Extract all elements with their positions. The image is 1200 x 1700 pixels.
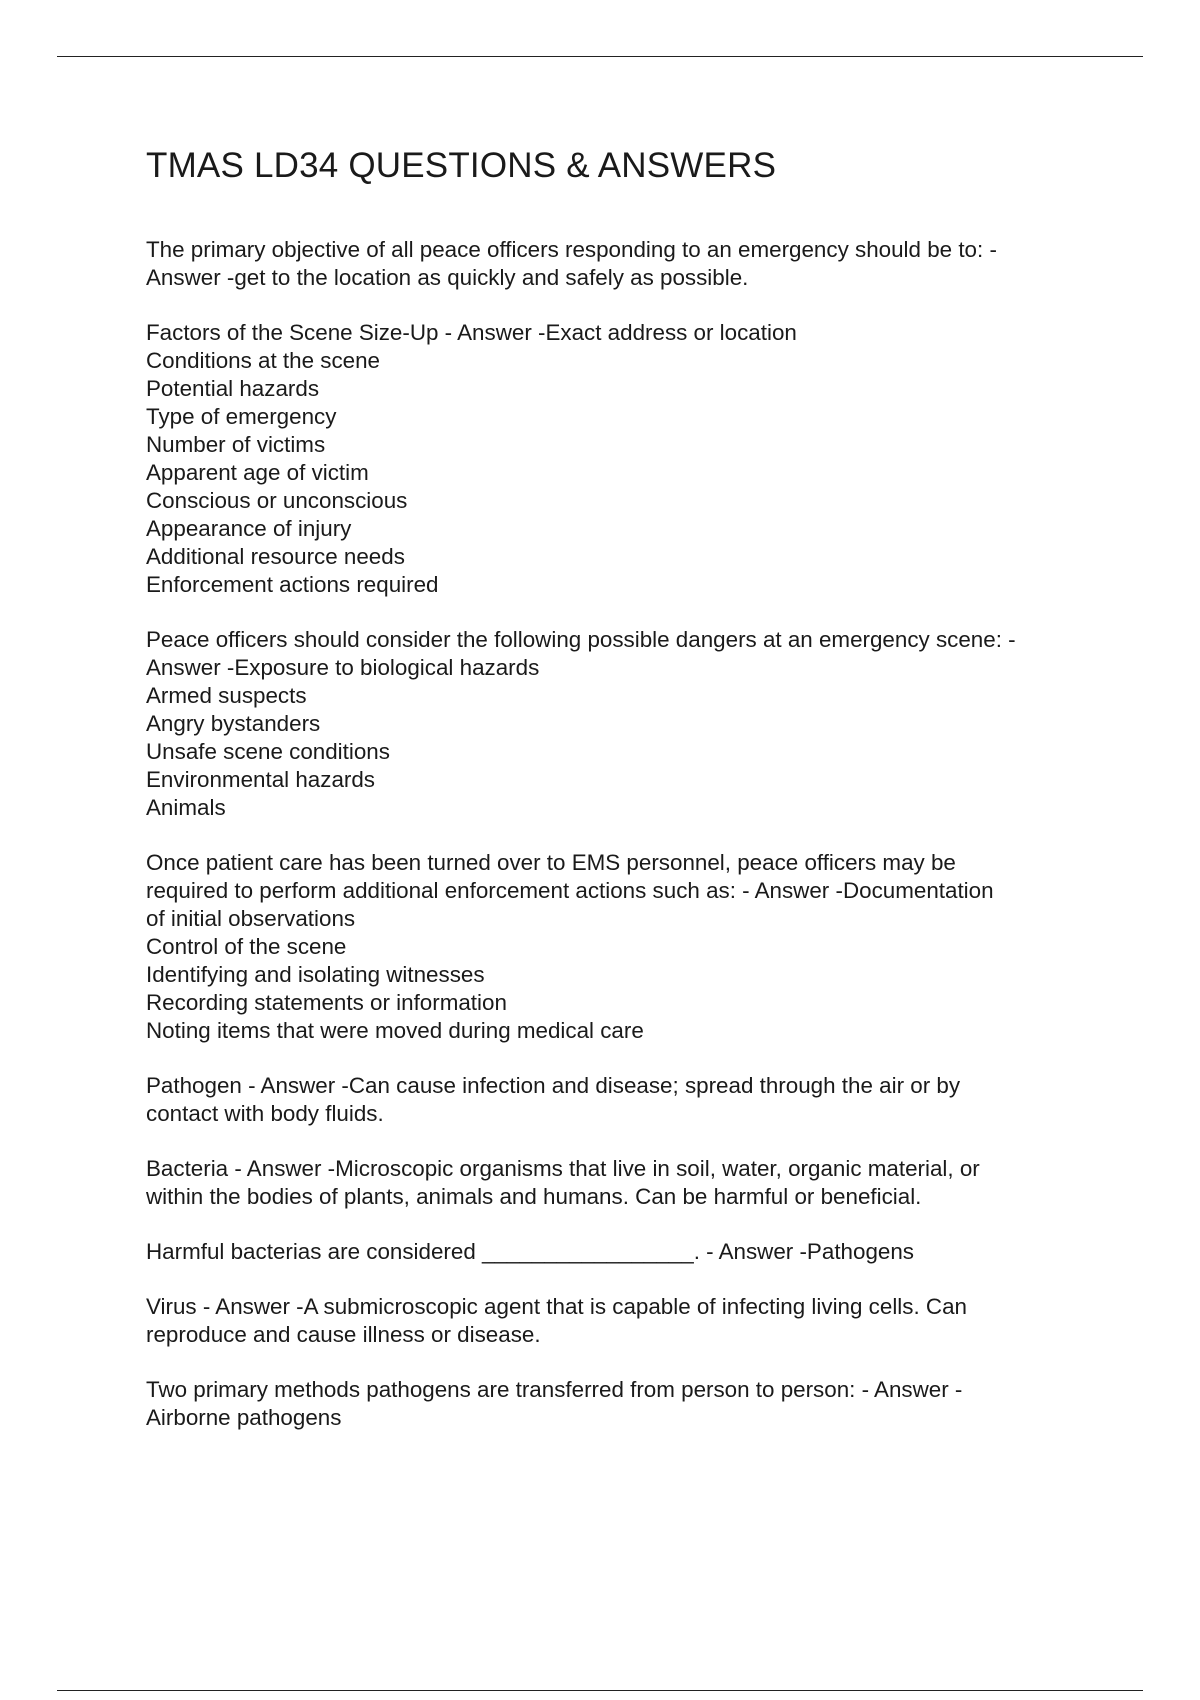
qa-line: Two primary methods pathogens are transferred from person to person: - Answer - — [146, 1377, 963, 1402]
qa-line: Unsafe scene conditions — [146, 739, 390, 764]
qa-entry — [146, 849, 1106, 1045]
qa-entry — [146, 319, 1106, 599]
qa-line: Enforcement actions required — [146, 572, 439, 597]
document-body — [146, 140, 1106, 1459]
qa-line: Armed suspects — [146, 683, 307, 708]
qa-entry — [146, 1155, 1106, 1211]
qa-line: Conscious or unconscious — [146, 488, 408, 513]
qa-line: Harmful bacterias are considered _________________. - Answer -Pathogens — [146, 1239, 914, 1264]
qa-line: Once patient care has been turned over to EMS personnel, peace officers may be — [146, 850, 956, 875]
qa-line: Answer -get to the location as quickly and safely as possible. — [146, 265, 749, 290]
qa-line: Conditions at the scene — [146, 348, 381, 373]
qa-line: Noting items that were moved during medical care — [146, 1018, 644, 1043]
qa-line: reproduce and cause illness or disease. — [146, 1322, 541, 1347]
qa-line: Potential hazards — [146, 376, 320, 401]
qa-line: Environmental hazards — [146, 767, 376, 792]
qa-line: Type of emergency — [146, 404, 337, 429]
qa-line: Airborne pathogens — [146, 1405, 342, 1430]
qa-line: Pathogen - Answer -Can cause infection and disease; spread through the air or by — [146, 1073, 961, 1098]
qa-line: within the bodies of plants, animals and humans. Can be harmful or beneficial. — [146, 1184, 922, 1209]
page-title: TMAS LD34 QUESTIONS & ANSWERS — [146, 146, 777, 185]
qa-line: of initial observations — [146, 906, 356, 931]
qa-line: Number of victims — [146, 432, 326, 457]
qa-line: Additional resource needs — [146, 544, 405, 569]
qa-line: Apparent age of victim — [146, 460, 369, 485]
qa-line: Bacteria - Answer -Microscopic organisms that live in soil, water, organic material, or — [146, 1156, 980, 1181]
qa-entry — [146, 1238, 1106, 1266]
qa-line: Peace officers should consider the following possible dangers at an emergency scene: - — [146, 627, 1016, 652]
qa-line: contact with body fluids. — [146, 1101, 384, 1126]
qa-line: Virus - Answer -A submicroscopic agent that is capable of infecting living cells. Can — [146, 1294, 967, 1319]
qa-line: Answer -Exposure to biological hazards — [146, 655, 540, 680]
qa-line: Factors of the Scene Size-Up - Answer -Exact address or location — [146, 320, 797, 345]
top-rule — [57, 56, 1143, 57]
qa-line: Angry bystanders — [146, 711, 321, 736]
qa-entry — [146, 1293, 1106, 1349]
qa-entry — [146, 1376, 1106, 1432]
qa-line: Control of the scene — [146, 934, 347, 959]
qa-entry — [146, 1072, 1106, 1128]
qa-line: Appearance of injury — [146, 516, 352, 541]
qa-line: The primary objective of all peace officers responding to an emergency should be to: - — [146, 237, 997, 262]
qa-line: Identifying and isolating witnesses — [146, 962, 485, 987]
qa-entry — [146, 236, 1106, 292]
bottom-rule — [57, 1690, 1143, 1691]
qa-list — [146, 236, 1106, 1432]
qa-line: Animals — [146, 795, 226, 820]
qa-entry — [146, 626, 1106, 822]
qa-line: Recording statements or information — [146, 990, 507, 1015]
qa-line: required to perform additional enforcement actions such as: - Answer -Documentation — [146, 878, 994, 903]
